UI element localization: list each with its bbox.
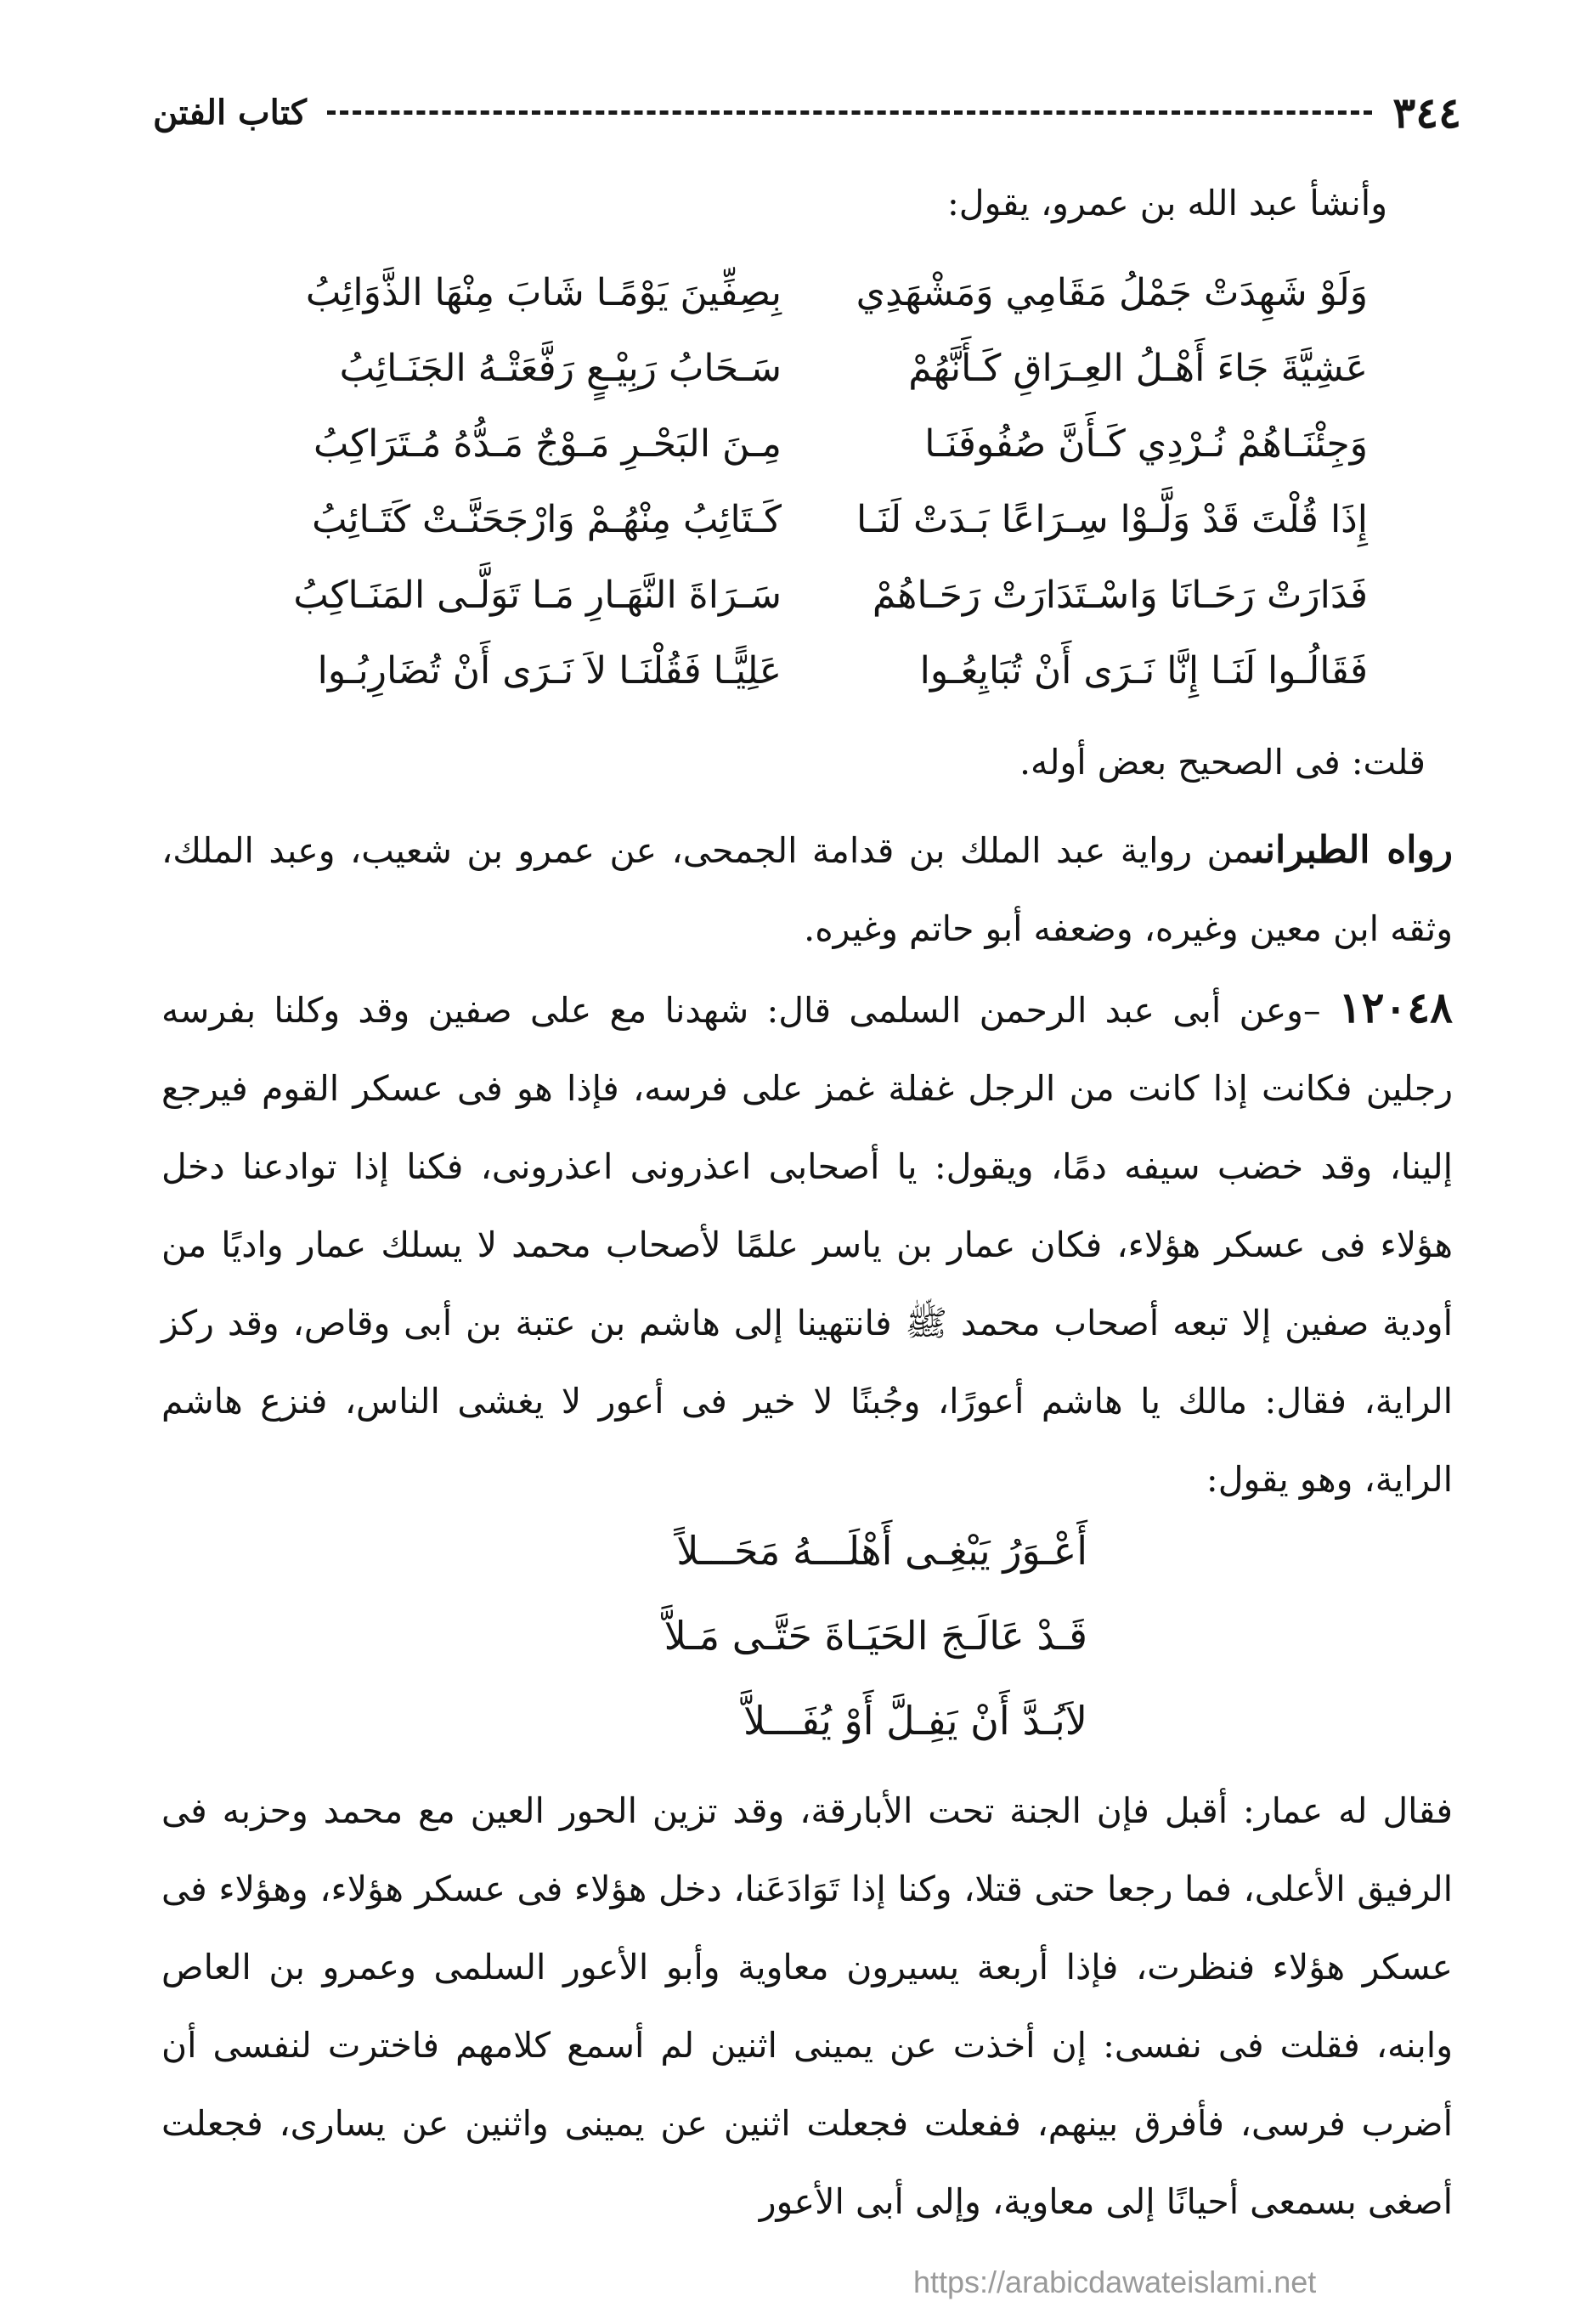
verse-second-hemistich: كَـتَائِبُ مِنْهُـمْ وَارْجَحَنَّـتْ كَتَـائِبُ xyxy=(312,498,782,541)
verse-second-hemistich: عَلِيًّـا فَقُلْنَـا لاَ نَـرَى أَنْ تُضَارِبُـوا xyxy=(317,649,782,693)
verse-second-hemistich: سَـرَاةَ النَّهَـارِ مَـا تَوَلَّـى المَنَـاكِبُ xyxy=(293,574,782,617)
watermark-url: https://arabicdawateislami.net xyxy=(913,2265,1317,2299)
poem-verse xyxy=(238,557,1368,633)
short-poem xyxy=(510,1508,1087,1763)
short-poem-verse: لاَبُـدَّ أَنْ يَفِـلَّ أَوْ يُفَـــلاَّ xyxy=(743,1698,1087,1744)
poem-verse xyxy=(238,406,1368,482)
poem xyxy=(238,255,1368,709)
verse-first-hemistich: عَشِيَّةَ جَاءَ أَهْـلُ العِـرَاقِ كَـأَنَّهُمْ xyxy=(908,347,1368,390)
short-poem-verse: أَعْـوَرُ يَبْغِـى أَهْلَـــهُ مَحَـــلاً xyxy=(676,1528,1087,1574)
book-title: كتاب الفتن xyxy=(153,92,307,133)
poem-verse xyxy=(238,482,1368,557)
narration-text: من رواية عبد الملك بن قدامة الجمحى، عن عمرو بن شعيب، وعبد الملك، وثقه ابن معين وغيره، وضعفه أبو حاتم وغيره. xyxy=(161,830,1453,949)
narration-paragraph xyxy=(161,811,1453,968)
poem-verse xyxy=(238,633,1368,709)
short-poem-verse: قَـدْ عَالَـجَ الحَيَـاةَ حَتَّـى مَـلاَّ xyxy=(664,1613,1087,1659)
poem-verse xyxy=(238,331,1368,406)
header-dash-rule xyxy=(327,110,1372,115)
verse-first-hemistich: إِذَا قُلْتَ قَدْ وَلَّـوْا سِـرَاعًا بَـدَتْ لَنَـا xyxy=(856,498,1368,541)
intro-line: وأنشأ عبد الله بن عمرو، يقول: xyxy=(946,183,1387,223)
verse-first-hemistich: فَدَارَتْ رَحَـانَا وَاسْـتَدَارَتْ رَحَـاهُمْ xyxy=(872,574,1368,617)
hadith-text: –وعن أبى عبد الرحمن السلمى قال: شهدنا مع على صفين وقد وكلنا بفرسه رجلين فكانت إذا كانت من الرجل غفلة غمز على فرسه، فإذا هو فى عسكر القوم فيرجع إلينا، وقد خضب سيفه دمًا، ويقول: يا أصحابى اعذرونى اعذرونى، فكنا إذا توادعنا دخل هؤلاء فى عسكر هؤلاء، فكان عمار بن ياسر علمًا لأصحاب محمد لا يسلك عمار واديًا من أودية صفين إلا تبعه أصحاب محمد ﷺ فانتهينا إلى هاشم بن عتبة بن أبى وقاص، وقد ركز الراية، فقال: مالك يا هاشم أعورًا، وجُبنًا لا خير فى أعور لا يغشى الناس، فنزع هاشم الراية، وهو يقول: xyxy=(161,990,1453,1500)
note-line: قلت: فى الصحيح بعض أوله. xyxy=(1019,742,1426,783)
hadith-paragraph xyxy=(161,969,1453,1518)
narration-lead: رواه الطبرانى xyxy=(1253,828,1453,872)
verse-first-hemistich: وَلَوْ شَهِدَتْ جَمْلُ مَقَامِي وَمَشْهَدِي xyxy=(856,271,1368,314)
page-number: ٣٤٤ xyxy=(1392,87,1461,138)
verse-second-hemistich: بِصِفِّينَ يَوْمًـا شَابَ مِنْهَا الذَّوَائِبُ xyxy=(305,271,782,314)
verse-second-hemistich: مِـنَ البَحْـرِ مَـوْجٌ مَـدُّهُ مُـتَرَاكِبُ xyxy=(313,422,782,466)
closing-paragraph: فقال له عمار: أقبل فإن الجنة تحت الأبارقة، وقد تزين الحور العين مع محمد وحزبه فى الرفيق الأعلى، فما رجعا حتى قتلا، وكنا إذا تَوَادَعَنا، دخل هؤلاء فى عسكر هؤلاء، وهؤلاء فى عسكر هؤلاء فنظرت، فإذا أربعة يسيرون معاوية وأبو الأعور السلمى وعمرو بن العاص وابنه، فقلت فى نفسى: إن أخذت عن يمينى اثنين لم أسمع كلامهم فاخترت لنفسى أن أضرب فرسى، فأفرق بينهم، ففعلت فجعلت اثنين عن يمينى واثنين عن يسارى، فجعلت أصغى بسمعى أحيانًا إلى معاوية، وإلى أبى الأعور xyxy=(161,1790,1453,2222)
poem-verse xyxy=(238,255,1368,331)
verse-first-hemistich: وَجِئْنَـاهُمْ نُـرْدِي كَـأَنَّ صُفُوفَنَـا xyxy=(924,422,1368,466)
running-head xyxy=(153,78,1461,146)
verse-second-hemistich: سَـحَابُ رَبِيْـعٍ رَفَّعَتْـهُ الجَنَـائِبُ xyxy=(339,347,782,390)
verse-first-hemistich: فَقَالُـوا لَنَـا إِنَّا نَـرَى أَنْ تُبَايِعُـوا xyxy=(919,649,1368,693)
hadith-number: ١٢٠٤٨ xyxy=(1338,982,1453,1032)
